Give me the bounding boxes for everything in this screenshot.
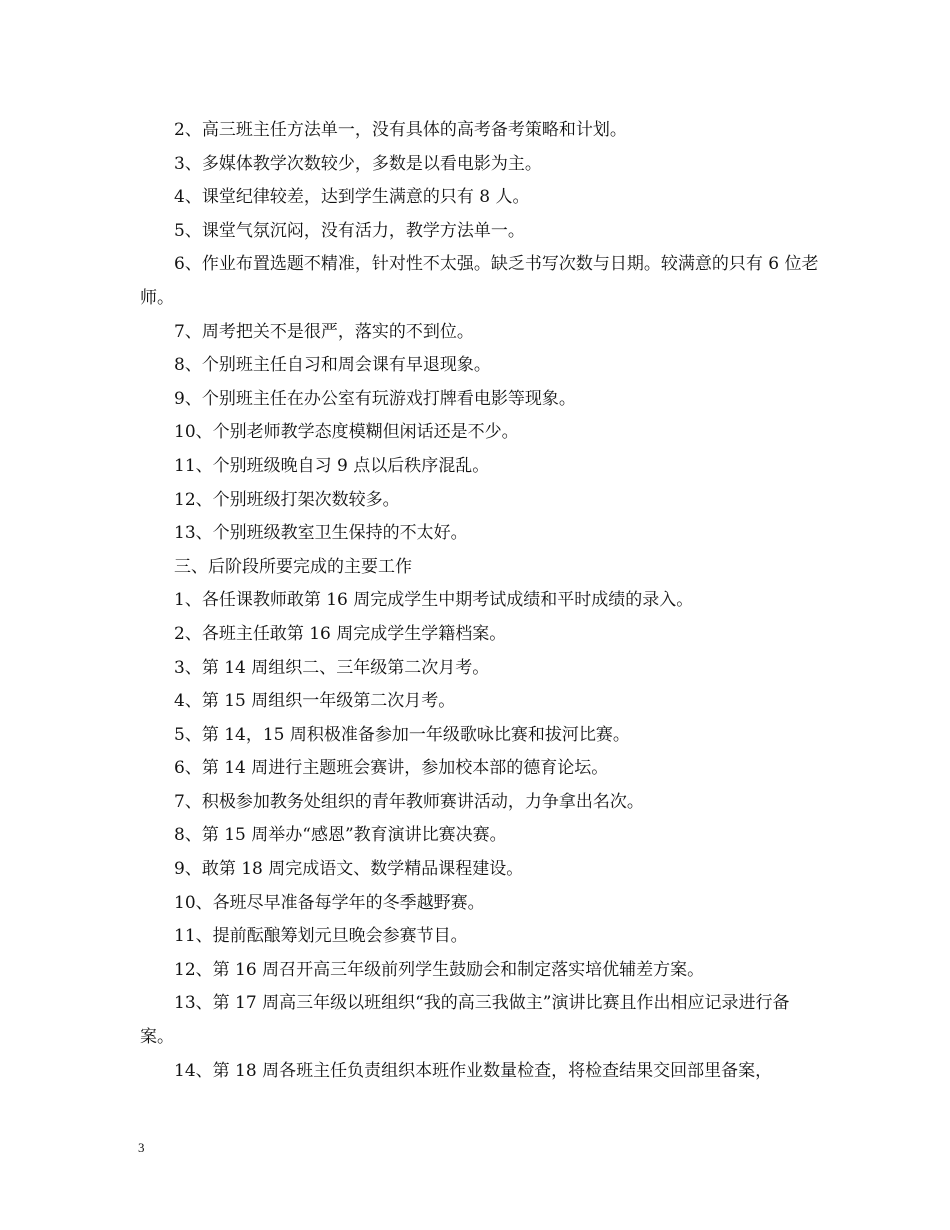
paragraph: 5、课堂气氛沉闷，没有活力，教学方法单一。 [174, 220, 525, 241]
paragraph: 12、第 16 周召开高三年级前列学生鼓励会和制定落实培优辅差方案。 [174, 959, 705, 980]
paragraph: 2、高三班主任方法单一，没有具体的高考备考策略和计划。 [174, 120, 627, 140]
document-body [140, 114, 820, 1088]
paragraph: 11、提前酝酿筹划元旦晚会参赛节目。 [174, 926, 468, 947]
paragraph: 12、个别班级打架次数较多。 [174, 489, 400, 510]
paragraph: 8、第 15 周举办“感恩”教育演讲比赛决赛。 [174, 825, 507, 846]
paragraph: 8、个别班主任自习和周会课有早退现象。 [174, 355, 491, 376]
paragraph: 7、积极参加教务处组织的青年教师赛讲活动，力争拿出名次。 [174, 791, 644, 812]
paragraph: 5、第 14，15 周积极准备参加一年级歌咏比赛和拔河比赛。 [174, 724, 630, 745]
paragraph: 9、敢第 18 周完成语文、数学精品课程建设。 [174, 859, 524, 880]
paragraph: 11、个别班级晚自习 9 点以后秩序混乱。 [174, 455, 490, 476]
paragraph: 10、个别老师教学态度模糊但闲话还是不少。 [174, 422, 519, 443]
paragraph: 6、作业布置选题不精准，针对性不太强。缺乏书写次数与日期。较满意的只有 6 位老师。 [140, 254, 819, 308]
paragraph: 14、第 18 周各班主任负责组织本班作业数量检查，将检查结果交回部里备案， [174, 1060, 773, 1081]
paragraph: 1、各任课教师敢第 16 周完成学生中期考试成绩和平时成绩的录入。 [174, 590, 694, 611]
paragraph: 9、个别班主任在办公室有玩游戏打牌看电影等现象。 [174, 388, 576, 409]
paragraph: 13、第 17 周高三年级以班组织“我的高三我做主”演讲比赛且作出相应记录进行备案。 [140, 993, 790, 1048]
paragraph: 3、第 14 周组织二、三年级第二次月考。 [174, 657, 490, 678]
paragraph: 4、第 15 周组织一年级第二次月考。 [174, 691, 456, 712]
paragraph: 4、课堂纪律较差，达到学生满意的只有 8 人。 [174, 187, 530, 208]
page-number: 3 [138, 1140, 145, 1155]
paragraph: 7、周考把关不是很严，落实的不到位。 [174, 321, 474, 342]
paragraph: 3、多媒体教学次数较少，多数是以看电影为主。 [174, 153, 542, 174]
paragraph: 13、个别班级教室卫生保持的不太好。 [174, 523, 468, 544]
paragraph: 10、各班尽早准备每学年的冬季越野赛。 [174, 892, 485, 913]
paragraph: 2、各班主任敢第 16 周完成学生学籍档案。 [174, 623, 507, 644]
paragraph: 6、第 14 周进行主题班会赛讲，参加校本部的德育论坛。 [174, 758, 609, 779]
section-heading: 三、后阶段所要完成的主要工作 [174, 556, 412, 577]
